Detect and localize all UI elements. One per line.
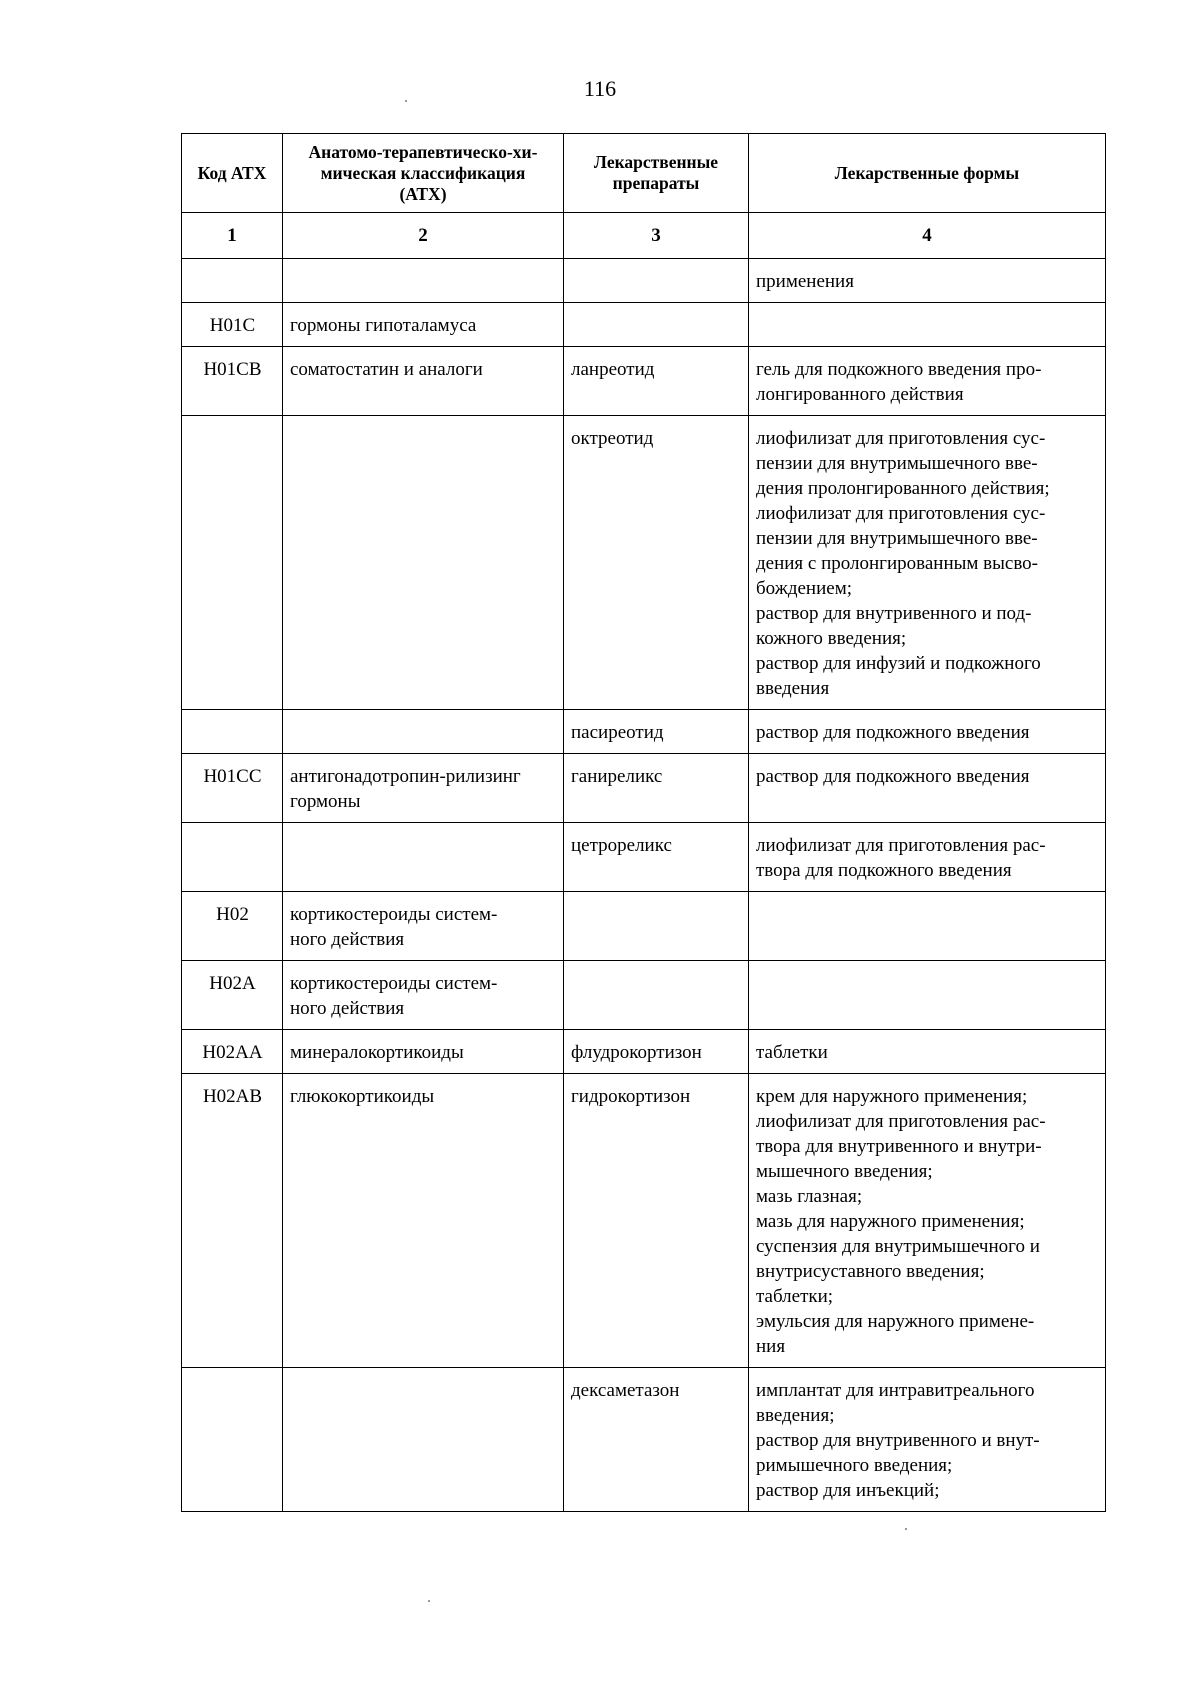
dosage-forms-cell <box>749 1030 1106 1074</box>
classification-line: ного действия <box>290 929 405 950</box>
drug-cell <box>564 892 749 961</box>
dosage-form-line: эмульсия для наружного примене- <box>756 1311 1035 1332</box>
drug-cell <box>564 303 749 347</box>
classification-cell <box>283 416 564 710</box>
header-classification-line: Анатомо-терапевтическо-хи- <box>308 141 538 162</box>
scan-speck <box>428 1600 430 1602</box>
dosage-form-line: мышечного введения; <box>756 1161 933 1182</box>
dosage-form-line: твора для подкожного введения <box>756 860 1012 881</box>
classification-cell <box>283 259 564 303</box>
dosage-form-line: ния <box>756 1336 786 1357</box>
dosage-form-line: лиофилизат для приготовления рас- <box>756 835 1046 856</box>
dosage-form-line: мазь для наружного применения; <box>756 1211 1025 1232</box>
dosage-form-line: раствор для инъекций; <box>756 1480 940 1501</box>
atx-code-cell: H01CB <box>182 347 283 416</box>
classification-cell <box>283 347 564 416</box>
table-row <box>182 823 1106 892</box>
column-number-row <box>182 213 1106 259</box>
dosage-form-line: введения; <box>756 1405 835 1426</box>
classification-cell <box>283 754 564 823</box>
drug-cell: ганиреликс <box>564 754 749 823</box>
classification-line: ного действия <box>290 998 405 1019</box>
classification-cell <box>283 1368 564 1512</box>
atx-code-cell <box>182 416 283 710</box>
dosage-form-line: применения <box>756 271 854 292</box>
page-number: 116 <box>583 76 617 101</box>
atx-code-cell: H02AA <box>182 1030 283 1074</box>
dosage-forms-cell <box>749 710 1106 754</box>
table-row <box>182 1368 1106 1512</box>
atx-code-cell: H01CC <box>182 754 283 823</box>
table-row <box>182 347 1106 416</box>
table-row <box>182 416 1106 710</box>
atx-code-cell <box>182 823 283 892</box>
header-code: Код АТХ <box>182 134 283 213</box>
classification-cell <box>283 892 564 961</box>
dosage-form-line: лонгированного действия <box>756 384 964 405</box>
dosage-form-line: таблетки <box>756 1042 828 1063</box>
atx-code-cell: H02AB <box>182 1074 283 1368</box>
dosage-forms-cell <box>749 303 1106 347</box>
header-classification <box>283 134 564 213</box>
column-number: 1 <box>182 213 283 259</box>
atx-code-cell: H01C <box>182 303 283 347</box>
atx-code-cell: H02A <box>182 961 283 1030</box>
dosage-form-line: раствор для инфузий и подкожного <box>756 653 1041 674</box>
dosage-form-line: мазь глазная; <box>756 1186 863 1207</box>
dosage-form-line: таблетки; <box>756 1286 834 1307</box>
classification-cell <box>283 710 564 754</box>
dosage-form-line: дения пролонгированного действия; <box>756 478 1050 499</box>
dosage-form-line: имплантат для интравитреального <box>756 1380 1035 1401</box>
header-drugs-line: Лекарственные <box>593 152 719 172</box>
scan-speck <box>405 100 407 102</box>
drug-cell: цетрореликс <box>564 823 749 892</box>
scan-speck <box>905 1528 907 1530</box>
classification-line: кортикостероиды систем- <box>290 904 498 925</box>
classification-line: глюкокортикоиды <box>290 1086 435 1107</box>
dosage-forms-cell <box>749 259 1106 303</box>
table-row <box>182 754 1106 823</box>
classification-line: антигонадотропин-рилизинг <box>290 766 521 787</box>
header-drugs-line: препараты <box>612 173 700 193</box>
dosage-form-line: пензии для внутримышечного вве- <box>756 453 1038 474</box>
dosage-form-line: крем для наружного применения; <box>756 1086 1028 1107</box>
dosage-form-line: раствор для внутривенного и под- <box>756 603 1032 624</box>
drug-cell: пасиреотид <box>564 710 749 754</box>
classification-line: гормоны гипоталамуса <box>290 315 477 336</box>
table-body <box>182 259 1106 1512</box>
atx-code-cell <box>182 1368 283 1512</box>
table-row <box>182 710 1106 754</box>
header-drugs <box>564 134 749 213</box>
dosage-forms-cell <box>749 754 1106 823</box>
dosage-form-line: внутрисуставного введения; <box>756 1261 985 1282</box>
table-row <box>182 961 1106 1030</box>
classification-line: гормоны <box>290 791 361 812</box>
drug-cell: дексаметазон <box>564 1368 749 1512</box>
header-row <box>182 134 1106 213</box>
header-forms: Лекарственные формы <box>749 134 1106 213</box>
dosage-form-line: лиофилизат для приготовления рас- <box>756 1111 1046 1132</box>
dosage-forms-cell <box>749 961 1106 1030</box>
dosage-form-line: раствор для внутривенного и внут- <box>756 1430 1040 1451</box>
classification-cell <box>283 1030 564 1074</box>
dosage-forms-cell <box>749 823 1106 892</box>
dosage-forms-cell <box>749 416 1106 710</box>
dosage-forms-cell <box>749 1074 1106 1368</box>
atx-code-cell: H02 <box>182 892 283 961</box>
table-row <box>182 259 1106 303</box>
column-number: 3 <box>564 213 749 259</box>
table-row <box>182 892 1106 961</box>
dosage-form-line: введения <box>756 678 830 699</box>
classification-cell <box>283 961 564 1030</box>
dosage-form-line: дения с пролонгированным высво- <box>756 553 1039 574</box>
dosage-form-line: бождением; <box>756 578 852 599</box>
dosage-form-line: твора для внутривенного и внутри- <box>756 1136 1042 1157</box>
table-row <box>182 1074 1106 1368</box>
header-classification-line: (АТХ) <box>399 183 447 204</box>
dosage-forms-cell <box>749 347 1106 416</box>
column-number: 4 <box>749 213 1106 259</box>
atx-code-cell <box>182 710 283 754</box>
dosage-form-line: лиофилизат для приготовления сус- <box>756 428 1046 449</box>
dosage-form-line: раствор для подкожного введения <box>756 766 1030 787</box>
table-row <box>182 1030 1106 1074</box>
dosage-form-line: раствор для подкожного введения <box>756 722 1030 743</box>
atx-code-cell <box>182 259 283 303</box>
drug-cell: гидрокортизон <box>564 1074 749 1368</box>
dosage-form-line: римышечного введения; <box>756 1455 953 1476</box>
drug-cell <box>564 259 749 303</box>
dosage-forms-cell <box>749 1368 1106 1512</box>
classification-line: кортикостероиды систем- <box>290 973 498 994</box>
classification-cell <box>283 823 564 892</box>
atx-table <box>181 133 1106 1512</box>
classification-cell <box>283 303 564 347</box>
drug-cell: октреотид <box>564 416 749 710</box>
column-number: 2 <box>283 213 564 259</box>
dosage-form-line: гель для подкожного введения про- <box>756 359 1042 380</box>
drug-cell: ланреотид <box>564 347 749 416</box>
dosage-form-line: суспензия для внутримышечного и <box>756 1236 1040 1257</box>
dosage-form-line: пензии для внутримышечного вве- <box>756 528 1038 549</box>
drug-cell <box>564 961 749 1030</box>
classification-line: соматостатин и аналоги <box>290 359 483 380</box>
classification-line: минералокортикоиды <box>290 1042 464 1063</box>
table-row <box>182 303 1106 347</box>
dosage-form-line: кожного введения; <box>756 628 907 649</box>
header-classification-line: мическая классификация <box>320 162 526 183</box>
drug-cell: флудрокортизон <box>564 1030 749 1074</box>
classification-cell <box>283 1074 564 1368</box>
dosage-form-line: лиофилизат для приготовления сус- <box>756 503 1046 524</box>
dosage-forms-cell <box>749 892 1106 961</box>
